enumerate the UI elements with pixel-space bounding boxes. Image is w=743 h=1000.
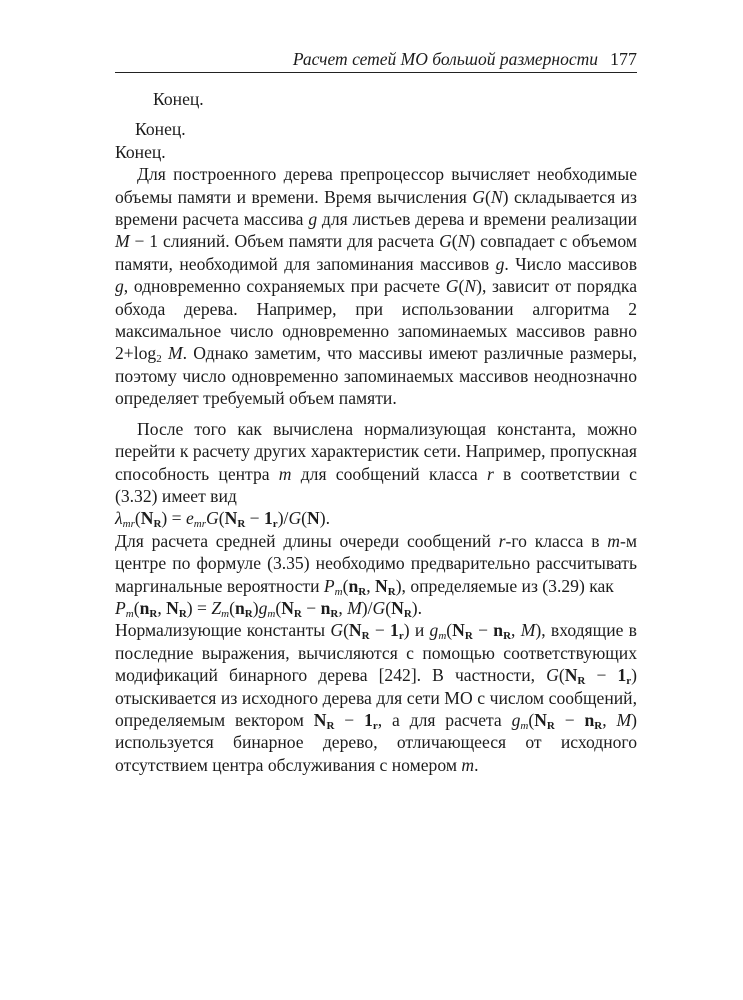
paragraph-normalizing: Нормализующие константы $G(N_R - 1_r)$ и $g_m(N_R - n_R$, M), входящие в последние выражения, вычисляются с помощью соответствующих модификаций бинарного дерева [242]. В частности, $G(N_R - 1_r)$ отыскивается из исходного дерева для сети МО с числом сообщений, определяемым вектором $N_R - 1_r$, а для расчета $g_m(N_R - n_R$, M) используется бинарное дерево, отличающееся от исходного отсутствием центра обслуживания с номером m. (115, 620, 637, 775)
paragraph-throughput: После того как вычислена нормализующая константа, можно перейти к расчету других характеристик сети. Например, пропускная способность центра m для сообщений класса r в соответствии с (3.32) имеет вид (115, 418, 637, 506)
paragraph-memory-time: Для построенного дерева препроцессор вычисляет необходимые объемы памяти и времени. Время вычисления G(N) складывается из времени расчета массива g для листьев дерева и времени реализации M − 1 слияний. Объем памяти для расчета G(N) совпадает с объемом памяти, необходимой для запоминания массивов g. Число массивов g, одновременно сохраняемых при расчете G(N), зависит от порядка обхода дерева. Например, при использовании алгоритма 2 максимальное число одновременно запоминаемых массивов равно $2+\log_2$ M. Однако заметим, что массивы имеют различные размеры, поэтому число одновременно запоминаемых массивов неоднозначно определяет требуемый объем памяти. (115, 164, 638, 409)
end-marker: Конец. (115, 141, 166, 162)
end-marker: Конец. (153, 89, 204, 109)
page-body (115, 88, 637, 776)
paragraph-queue-length: Для расчета средней длины очереди сообщений r-го класса в m-м центре по формуле (3.35) необходимо предварительно рассчитывать маргинальные вероятности $P_m(n_R$, $N_R$), определяемые из (3.29) как (115, 530, 637, 598)
end-marker: Конец. (135, 119, 186, 140)
formula-throughput: $\lambda_{mr}(N_R) = e_{mr}G(N_R - 1_r)/G(N)$. (115, 508, 330, 531)
running-header (115, 48, 637, 73)
running-title: Расчет сетей МО большой размерности (292, 49, 598, 69)
formula-marginal: $P_m(n_R$, $N_R) = Z_m(n_R)g_m(N_R - n_R$, $M)/G(N_R)$. (115, 597, 423, 620)
page-number: 177 (610, 49, 637, 69)
